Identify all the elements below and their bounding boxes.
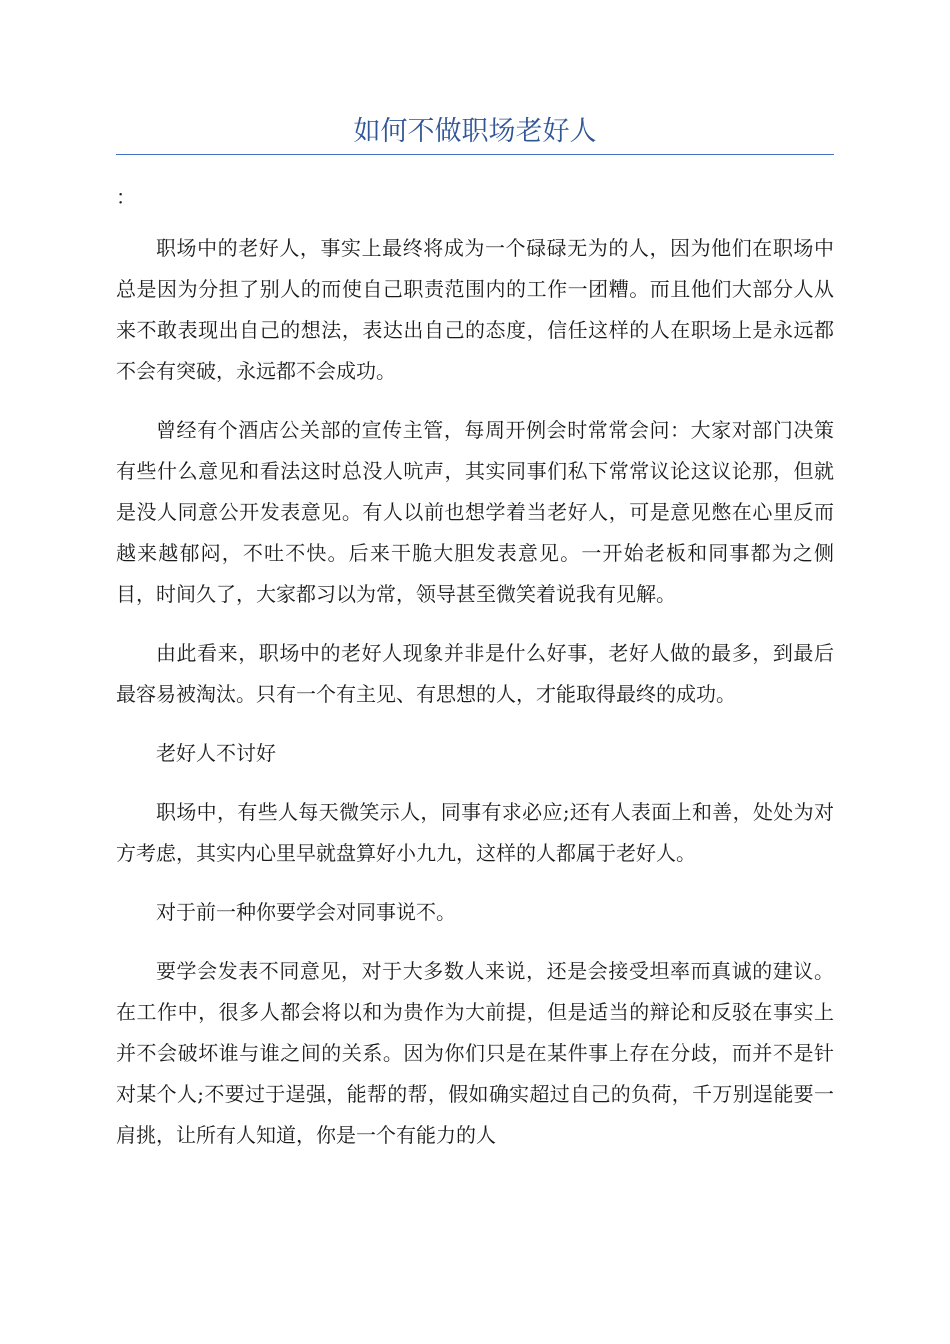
paragraph-3: 由此看来，职场中的老好人现象并非是什么好事，老好人做的最多，到最后最容易被淘汰。只有一个有主见、有思想的人，才能取得最终的成功。	[116, 641, 834, 706]
paragraph-1: 职场中的老好人，事实上最终将成为一个碌碌无为的人，因为他们在职场中总是因为分担了别人的而使自己职责范围内的工作一团糟。而且他们大部分人从来不敢表现出自己的想法，表达出自己的态度，信任这样的人在职场上是永远都不会有突破，永远都不会成功。	[116, 236, 834, 383]
document-body	[116, 176, 834, 1174]
paragraph-5: 对于前一种你要学会对同事说不。	[156, 900, 456, 924]
title-underline	[116, 154, 834, 155]
lead-colon: ：	[116, 185, 136, 209]
paragraph-2: 曾经有个酒店公关部的宣传主管，每周开例会时常常会问：大家对部门决策有些什么意见和看法这时总没人吭声，其实同事们私下常常议论这议论那，但就是没人同意公开发表意见。有人以前也想学着当老好人，可是意见憋在心里反而越来越郁闷，不吐不快。后来干脆大胆发表意见。一开始老板和同事都为之侧目，时间久了，大家都习以为常，领导甚至微笑着说我有见解。	[116, 418, 834, 606]
section-heading: 老好人不讨好	[156, 741, 276, 765]
paragraph-4: 职场中，有些人每天微笑示人，同事有求必应;还有人表面上和善，处处为对方考虑，其实内心里早就盘算好小九九，这样的人都属于老好人。	[116, 800, 834, 865]
page-title: 如何不做职场老好人	[353, 116, 597, 147]
paragraph-6: 要学会发表不同意见，对于大多数人来说，还是会接受坦率而真诚的建议。在工作中，很多人都会将以和为贵作为大前提，但是适当的辩论和反驳在事实上并不会破坏谁与谁之间的关系。因为你们只是在某件事上存在分歧，而并不是针对某个人;不要过于逞强，能帮的帮，假如确实超过自己的负荷，千万别逞能要一肩挑，让所有人知道，你是一个有能力的人	[116, 959, 834, 1147]
